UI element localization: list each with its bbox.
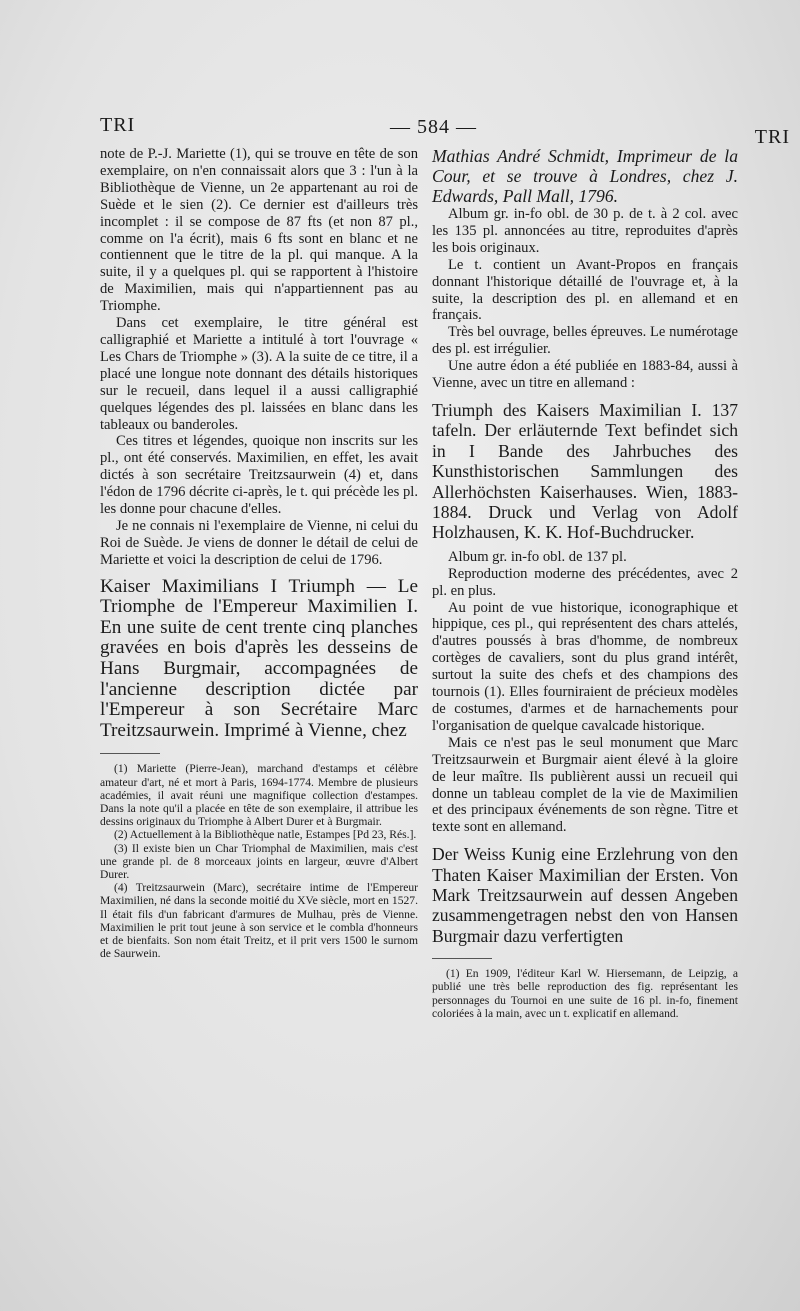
title-entry: Kaiser Maximilians I Triumph — Le Triomphe de l'Empereur Maximilien I. En une suite de cent trente cinq planches gravées en bois d'après les desseins de Hans Burgmair, accompagnées de l'ancienne description dictée par l'Empereur à son Secrétaire Marc Treitzsaurwein. Imprimé à Vienne, chez [100,575,418,741]
paragraph: Mais ce n'est pas le seul monument que Marc Treitzsaurwein et Burgmair aient élevé à la gloire de leur maître. Ils publièrent aussi un recueil qui donne un tableau complet de la vie de Maximilien et des principaux événements de son règne. Titre et texte sont en allemand. [432,734,738,836]
header-left-keyword: TRI [100,114,136,136]
paragraph: note de P.-J. Mariette (1), qui se trouve en tête de son exemplaire, on n'en connaissait alors que 3 : l'un à la Bibliothèque de Vienne, un 2e appartenant au roi de Suède et le sien (2). Ce dernier est d'ailleurs très incomplet : il se compose de 87 fts (et non 87 pl., comme on l'a écrit), mais 6 fts sont en blanc et ne contiennent que le titre de la pl. qui manque. A la suite, il y a quelques pl. qui se rapportent à l'histoire de Maximilien, mais qui n'appartiennent pas au Triomphe. [100,146,418,315]
footnote-divider [432,958,492,959]
paragraph: Dans cet exemplaire, le titre général est calligraphié et Mariette a intitulé à tort l'ouvrage « Les Chars de Triomphe » (3). A la suite de ce titre, il a placé une longue note donnant des détails historiques sur le recueil, dans lequel il a aussi calligraphié quelques légendes des pl. laissées en blanc dans les tableaux ou banderoles. [100,315,418,433]
footnotes-right [432,967,738,1020]
paragraph: Reproduction moderne des précédentes, avec 2 pl. en plus. [432,565,738,599]
footnote-divider [100,753,160,754]
footnote: (4) Treitzsaurwein (Marc), secrétaire intime de l'Empereur Maximilien, né dans la seconde moitié du XVe siècle, mort en 1527. Il était fils d'un fabricant d'armures de Mulhau, près de Vienne. Maximilien le prit tout jeune à son service et le combla d'honneurs et de bienfaits. Son nom était Treitz, et il prit vers 1500 le surnom de Saurwein. [100,881,418,961]
paragraph: Une autre édon a été publiée en 1883-84, aussi à Vienne, avec un titre en allemand : [432,358,738,392]
title-entry: Der Weiss Kunig eine Erzlehrung von den Thaten Kaiser Maximilian der Ersten. Von Mark Treitzsaurwein auf dessen Angeben zusammengetragen nebst den von Hansen Burgmair dazu verfertigten [432,844,738,946]
paragraph: Album gr. in-fo obl. de 137 pl. [448,548,627,565]
paragraph: Le t. contient un Avant-Propos en français donnant l'historique détaillé de l'ouvrage et, à la suite, la description des pl. en allemand et en français. [432,256,738,324]
left-column [100,146,418,960]
paragraph: Je ne connais ni l'exemplaire de Vienne, ni celui du Roi de Suède. Je viens de donner le détail de celui de Mariette et voici la description de celui de 1796. [100,517,418,568]
paragraph: Très bel ouvrage, belles épreuves. Le numérotage des pl. est irrégulier. [432,324,738,358]
header-right-keyword: TRI [754,126,790,148]
title-continuation: Mathias André Schmidt, Imprimeur de la Cour, et se trouve à Londres, chez J. Edwards, Pall Mall, 1796. [432,146,738,206]
paragraph: Album gr. in-fo obl. de 30 p. de t. à 2 col. avec les 135 pl. annoncées au titre, reproduites d'après les bois originaux. [432,206,738,256]
footnote: (3) Il existe bien un Char Triomphal de Maximilien, mais c'est une grande pl. de 8 morceaux joints en largeur, œuvre d'Albert Durer. [100,841,418,882]
footnotes-left [100,762,418,960]
right-column [432,146,738,1020]
footnote: (2) Actuellement à la Bibliothèque natle, Estampes [Pd 23, Rés.]. [114,828,417,842]
title-entry: Triumph des Kaisers Maximilian I. 137 tafeln. Der erläuternde Text befindet sich in I Bande des Jahrbuches des Kunsthistorischen Sammlungen des Allerhöchsten Kaiserhauses. Wien, 1883-1884. Druck und Verlag von Adolf Holzhausen, K. K. Hof-Buchdrucker. [432,399,738,543]
running-header [100,112,790,148]
paragraph: Ces titres et légendes, quoique non inscrits sur les pl., ont été conservés. Maximilien, en effet, les avait dictés à son secrétaire Treitzsaurwein (4) et, dans l'édon de 1796 décrite ci-après, le t. qui précède les pl. les donne pour chacune d'elles. [100,433,418,518]
footnote: (1) Mariette (Pierre-Jean), marchand d'estamps et célèbre amateur d'art, né et mort à Paris, 1694-1774. Membre de plusieurs académies, il avait réuni une magnifique collection d'estampes. Dans la note qu'il a placée en tête de son exemplaire, il attribue les dessins originaux du Triomphe à Albert Durer et à Burgmair. [100,762,418,829]
paragraph: Au point de vue historique, iconographique et hippique, ces pl., qui représentent des chars attelés, d'autres poussés à bras d'homme, de nombreux cortèges de cavaliers, sont du plus grand intérêt, surtout la suite des chefs et des champions des tournois (1). Elles fourniraient de précieux modèles de costumes, d'armes et de harnachements pour l'organisation de quelque cavalcade historique. [432,599,738,734]
page-number: — 584 — [390,116,477,138]
footnote: (1) En 1909, l'éditeur Karl W. Hiersemann, de Leipzig, a publié une très belle reproduction des fig. représentant les personnages du Tournoi en une suite de 16 pl. in-fo, finement coloriées à la main, avec un t. explicatif en allemand. [432,967,738,1020]
